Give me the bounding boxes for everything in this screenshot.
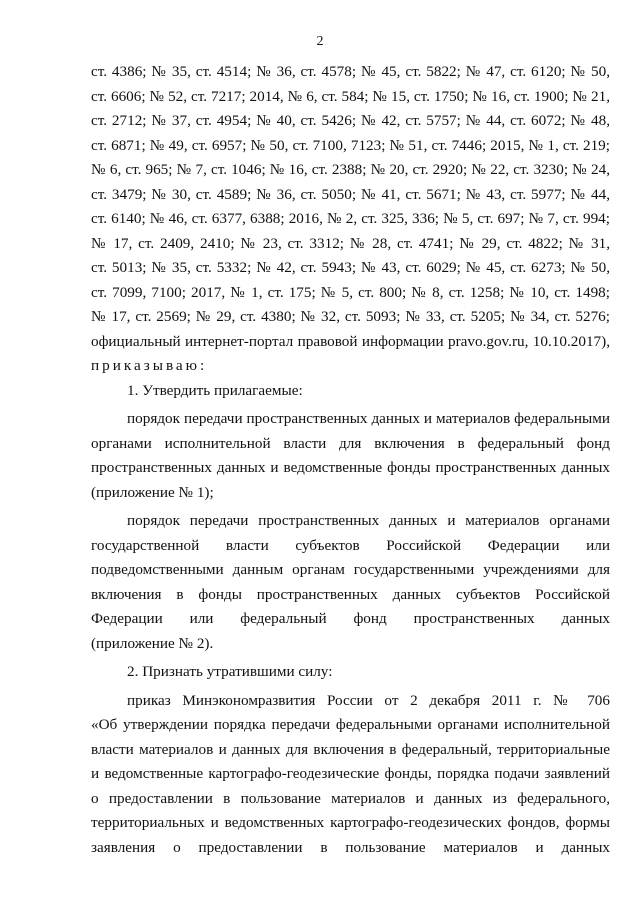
text-line: государственной власти субъектов Российской Федерации или bbox=[91, 536, 610, 554]
text-line: порядок передачи пространственных данных и материалов органами bbox=[127, 512, 610, 529]
text-line: подведомственными данным органам государственными учреждениями для bbox=[91, 561, 610, 578]
text-line: пространственных данных и ведомственные фонды пространственных данных bbox=[91, 459, 610, 476]
text-line: порядок передачи пространственных данных и материалов федеральными bbox=[127, 410, 610, 427]
text-line: ст. 6871; № 49, ст. 6957; № 50, ст. 7100, 7123; № 51, ст. 7446; 2015, № 1, ст. 219; bbox=[91, 136, 610, 154]
text-line: ст. 5013; № 35, ст. 5332; № 42, ст. 5943; № 43, ст. 6029; № 45, ст. 6273; № 50, bbox=[91, 259, 610, 276]
text-line: № 17, ст. 2569; № 29, ст. 4380; № 32, ст. 5093; № 33, ст. 5205; № 34, ст. 5276; bbox=[91, 308, 610, 325]
text-line: 2. Признать утратившими силу: bbox=[127, 663, 333, 680]
text-line: ст. 4386; № 35, ст. 4514; № 36, ст. 4578; № 45, ст. 5822; № 47, ст. 6120; № 50, bbox=[91, 63, 610, 80]
text-line: органами исполнительной власти для включения в федеральный фонд bbox=[91, 434, 610, 452]
page-number: 2 bbox=[316, 34, 324, 49]
text-line: заявления о предоставлении в пользование материалов и данных bbox=[91, 838, 610, 856]
text-line: № 6, ст. 965; № 7, ст. 1046; № 16, ст. 2388; № 20, ст. 2920; № 22, ст. 3230; № 24, bbox=[91, 161, 610, 178]
text-line: ст. 7099, 7100; 2017, № 1, ст. 175; № 5, ст. 800; № 8, ст. 1258; № 10, ст. 1498; bbox=[91, 283, 610, 301]
text-line: включения в фонды пространственных данных субъектов Российской bbox=[91, 585, 610, 603]
text-line: приказ Минэкономразвития России от 2 декабря 2011 г. № 706 bbox=[127, 691, 610, 709]
text-line: и ведомственные картографо-геодезические фонды, порядка подачи заявлений bbox=[91, 765, 610, 782]
text-line: ст. 3479; № 30, ст. 4589; № 36, ст. 5050; № 41, ст. 5671; № 43, ст. 5977; № 44, bbox=[91, 185, 610, 203]
text-line: о предоставлении в пользование материалов и данных из федерального, bbox=[91, 789, 610, 807]
text-line: № 17, ст. 2409, 2410; № 23, ст. 3312; № 28, ст. 4741; № 29, ст. 4822; № 31, bbox=[91, 234, 610, 252]
text-line: ст. 2712; № 37, ст. 4954; № 40, ст. 5426; № 42, ст. 5757; № 44, ст. 6072; № 48, bbox=[91, 112, 610, 129]
text-line: ст. 6140; № 46, ст. 6377, 6388; 2016, № 2, ст. 325, 336; № 5, ст. 697; № 7, ст. 994; bbox=[91, 210, 610, 227]
text-line: 1. Утвердить прилагаемые: bbox=[127, 381, 303, 399]
text-line: (приложение № 2). bbox=[91, 634, 214, 652]
text-line: Федерации или федеральный фонд пространственных данных bbox=[91, 610, 610, 627]
text-line: приказываю: bbox=[91, 357, 208, 374]
document-body bbox=[91, 60, 610, 860]
text-line: территориальных и ведомственных картографо-геодезических фондов, формы bbox=[91, 814, 610, 831]
text-line: «Об утверждении порядка передачи федеральными органами исполнительной bbox=[91, 716, 610, 733]
text-line: ст. 6606; № 52, ст. 7217; 2014, № 6, ст. 584; № 15, ст. 1750; № 16, ст. 1900; № 21, bbox=[91, 87, 610, 105]
text-line: власти материалов и данных для включения в федеральный, территориальные bbox=[91, 740, 610, 758]
text-line: (приложение № 1); bbox=[91, 483, 214, 501]
text-line: официальный интернет-портал правовой информации pravo.gov.ru, 10.10.2017), bbox=[91, 332, 610, 350]
